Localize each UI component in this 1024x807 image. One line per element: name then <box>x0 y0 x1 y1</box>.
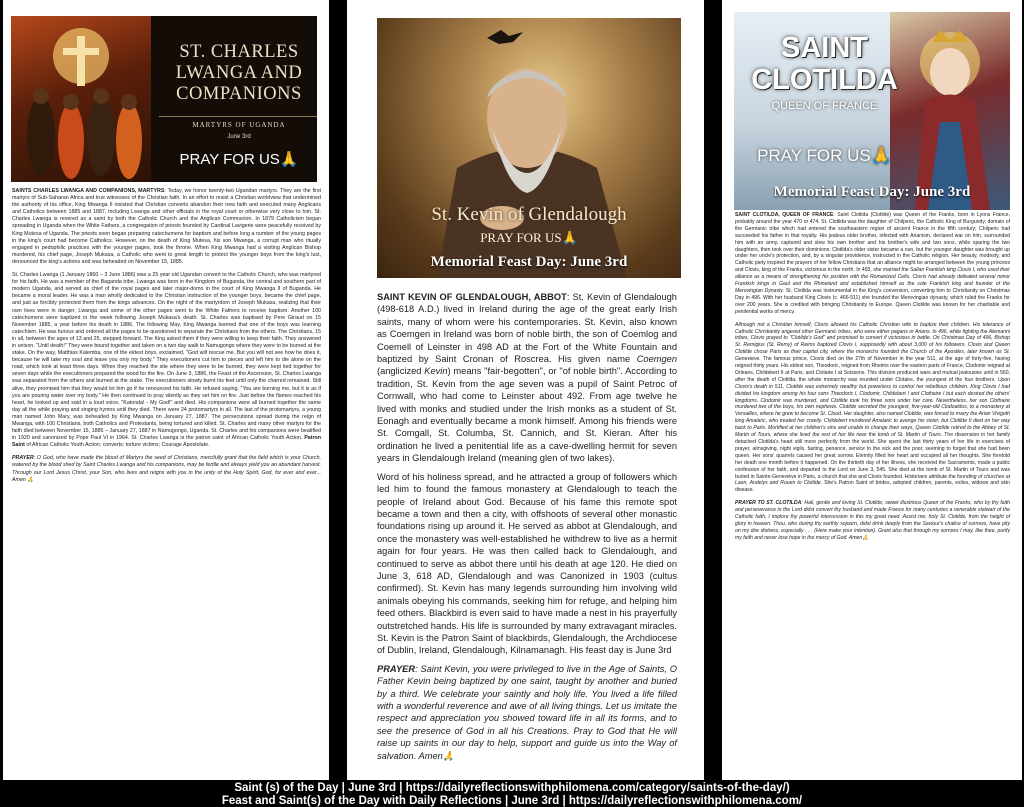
title-line: CLOTILDA <box>751 64 898 96</box>
pray-for-us: PRAY FOR US🙏 <box>757 146 892 165</box>
banner-feast-date: Memorial Feast Day: June 3rd <box>773 184 971 200</box>
paragraph: : Today, we honor twenty-two Ugandan martyrs. They are the first martyrs of Sub-Saharan Africa and true witnesses of the Christian faith. In an effort to resist a Christian worldview that undermined the authority of his office, King Mwanga II insisted that Christian converts abandon their new faith and executed many Anglicans and Catholics between 1885 and 1887, including Lwanga and other officials in the royal court or otherwise very close to him. St. Charles Lwanga is revered as a saint by both the Catholic Church and the Anglican Communion. In 1879 Catholicism began spreading in Uganda when the White Fathers, a congregation of priests founded by Cardinal Lavigerie were peacefully received by King Mutesa of Uganda. The priests soon began preparing catechumens for baptism and before long a number of the young pages in the king's court had become Catholics. However, on the death of King Mutesa, his son Mwanga, a corrupt man who ritually engaged in pedophilic practices with the younger pages, took the throne. When King Mwanga had a visiting Anglican Bishop murdered, his chief page, Joseph Mukasa, a Catholic who went to great length to protect the younger boys from the king's lust, denounced the king's actions and was beheaded on November 15, 1885. <box>12 188 321 265</box>
banner-feast-date: Memorial Feast Day: June 3rd <box>430 254 628 270</box>
italic-term: Coemgen <box>636 354 677 365</box>
paragraph: Word of his holiness spread, and he attracted a group of followers which led him to found the famous monastery at Glendalough to teach the people of Ireland about God. Because of his fame this remote spot became a town and then a city, with offshoots of several other monastic foundations rising up around it. He served as abbot at Glendalough, and once the monastery was well-established he withdrew to live as a hermit again for four years. He was then called back to Glendalough, and continued to serve as abbot there until his death at age 120. He died on June 3, 618 AD, Glendalough and was Canonized in 1903 (cultus confirmed). St. Kevin has many legends surrounding him involving wild animals obeying his commands, seeking him for refuge, and helping him feed others. Blackbird is even said to have made a nest in his prayerfully outstretched hands. His life is surrounded by many extravagant miracles. St. Kevin is the Patron Saint of blackbirds, Glendalough, the Archdiocese of Dublin, Ireland, Glendalough, Kilnamanagh. His feast day is June 3rd <box>377 471 677 656</box>
banner-title: St. Kevin of Glendalough <box>431 204 627 225</box>
article-text <box>12 188 321 490</box>
banner-date: June 3rd <box>227 134 251 140</box>
kevin-banner-image <box>377 18 681 278</box>
banner-title <box>742 32 907 96</box>
prayer-label: PRAYER TO ST. CLOTILDA <box>735 500 802 507</box>
pray-for-us: PRAY FOR US🙏 <box>179 151 299 168</box>
prayer-text: : Hail, gentle and loving St. Clotilde, sweet illustrious Queen of the Franks, who by thy faith and perseverance in the Lord didst convert thy husband and made France for many centuries a venerable stalwart of the Catholic faith, I implore thy powerful intercession in this my great need. Assist me, holy St. Clotilde, from the height of glory in heaven. Thou, who during thy earthly sojourn, didst drink deeply from the Saviour's chalice of sorrows, have pity on my dire distress, especially . . . (Here make your intention). Grant also that through my sorrows I may, like thee, purify my faith and never lose hope in the mercy of God. Amen🙏 <box>735 500 1010 541</box>
banner-title <box>159 42 317 105</box>
title-line: COMPANIONS <box>176 84 302 104</box>
prayer-label: PRAYER <box>377 663 416 674</box>
paragraph: ) means "fair-begotten", or "of noble birth". According to tradition, St. Kevin from the age seven was a pupil of Saint Petroc of Cornwall, who had come to Leinster about 492. From age twelve he lived with monks and studied under the Irish monks as a student of St. Eonagh and eventually became a monk himself. Among his friends were St. Comgall, St. Columba, St. Cannich, and St. Kieran. After his ordination he lived a penitential life as a cave-dwelling hermit for seven years in Glendalough Ireland (meaning glen of two lakes). <box>377 366 678 464</box>
saint-clotilda-panel <box>722 0 1022 780</box>
paragraph: The dissension in her family detached Clotilda's heart still more perfectly from the world. She spent the last thirty years of her life in exercises of prayer, almsgiving, night vigils, fasting, penance, service to the sick and the poor, seeming to forget that she had been queen. Her sons' quarrels caused her great sorrow. Eternity filled her heart and occupied all her thoughts. She foretold her death one month before it happened. On the thirtieth day of her illness, she received the Sacraments, made a public confession of her faith, and departed to the Lord on June 3, 545. She died at the tomb of St. Martin of Tours and was buried in Sainte-Geneviève in Paris, a church that she and Clovis founded. <box>735 432 1010 480</box>
prayer-text: : Saint Kevin, you were privileged to live in the Age of Saints, O Father Kevin being baptized by one saint, taught by another and buried by a third. We celebrate your saintly and holy life. You lived a life filled with a wonderful reverence and awe of all living things. Let us imitate the respect and appreciation you showed toward life in all its forms, and to see the presence of God in all his Creations. Pray to God that He will raise up saints in our day to help, support and guide us into the Way of salvation. Amen🙏 <box>377 663 677 761</box>
caption-line: Saint (s) of the Day | June 3rd | https://dailyreflectionswithphilomena.com/category/saints-of-the-day/) <box>234 782 790 794</box>
paragraph: St. Clotilda was instrumental in the King's conversion, converting him to Christianity on Christmas Day in 496. With her husband King Clovis (c. 466-511) she founded the Merovingian dynasty, which ruled the Franks for over 200 years. She is credited with bringing Christianity to Europe. Queen Clotilde was known for her charitable and penitential works of mercy. <box>735 287 1010 315</box>
blackbird-icon <box>487 30 523 44</box>
article-text <box>735 212 1010 548</box>
martyrs-illustration <box>11 16 151 182</box>
article-heading: SAINTS CHARLES LWANGA AND COMPANIONS, MARTYRS <box>12 188 165 194</box>
saint-clotilda-illustration <box>890 12 1010 210</box>
title-line: ST. CHARLES <box>179 42 299 62</box>
patron-label: Patron Saint <box>12 435 321 449</box>
italic-passage: Although not a Christian himself, Clovis allowed his Catholic Christian wife to baptize their children. His tolerance of Catholic Christianity angered other Germanic tribes, who were either pagans or Arians. In 496, while fighting the Alemanni tribes, Clovis prayed to "Clotilde's God" and promised to convert if victorious in battle. On Christmas Day of 496, Bishop St. Remigius (St. Remy) of Reims baptized Clovis I, supposedly with about 3,000 of his followers. Clovis and Queen Clotilde chose Paris as their capital city, where the monarchs founded the Church of the Apostles, later known as St. Genevieve. <box>735 321 1010 363</box>
prayer-label: PRAYER <box>12 455 34 462</box>
paragraph: : Saint Clotilda (Clotilde) was Queen of the Franks, born in Lyons France, probably around the year 470 or 474. St. Clotilda was the daughter of Chilperic, the Catholic King of Burgundy, domain of the Germanic tribe which had entered the southeastern region of ancient France in the fifth century; Chilperic had succeeded his father in that royalty. His jealous older brother, infected with Arianism, declared war on him, surrounded him with an army, captured and slew his own brother and his brother's wife and two sons, while sparing the two daughters, then took over their dominions. Clotilda's older sister became a nun, but the younger daughter was brought up under her uncle's protection, and, by a singular providence, instructed in the Catholic religion. Her beauty, modesty, and Catholic piety inspired the prayers of her fellow Christians that an alliance might be arranged between the young princess and Clovis, king of the Franks, victorious in the north. In 493, <box>735 212 1010 274</box>
title-line: LWANGA AND <box>175 63 303 83</box>
clotilda-banner-image <box>734 12 1010 210</box>
italic-passage: she married the Salian Frankish king Clovis I, who used their alliance as a means of strengthening his position with the Romanized Celts. Clovis had already defeated several minor Frankish kings in Gaul and the Rhineland and established himself as the sole Frankish king and founder of the Merovingian Dynasty. <box>735 267 1010 294</box>
paragraph: : St. Kevin of Glendalough (498-618 A.D.) lived in Ireland during the age of the great early Irish saints, many of whom were his contemporaries. St. Kevin, also known as Coemgen in Ireland was born of noble birth, the son of Coemlog and Coemell of Leinster in 498 AD at the Fort of the White Fountain and baptized by Saint Cronan of Roscrea. His given name <box>377 292 677 365</box>
charles-lwanga-banner-image <box>11 16 317 182</box>
italic-passage: Historians attribute the founding of churches at Laon, Andelys and Rouen to Clotilde. <box>735 473 1010 487</box>
article-heading: SAINT KEVIN OF GLENDALOUGH, ABBOT <box>377 292 567 302</box>
queen-portrait <box>890 12 1010 210</box>
saint-charles-lwanga-panel <box>3 0 329 780</box>
caption-line: Feast and Saint(s) of the Day with Daily Reflections | June 3rd | https://dailyreflectionswithphilomena.com/ <box>221 795 803 807</box>
article-heading: SAINT CLOTILDA, QUEEN OF FRANCE <box>735 212 834 218</box>
martyrs-artwork <box>11 16 151 182</box>
italic-term: Kevin <box>424 366 448 377</box>
pray-for-us: PRAY FOR US🙏 <box>480 230 578 245</box>
paragraph: (anglicized <box>377 366 425 377</box>
paragraph: She's Patron Saint of brides, adopted children, parents, exiles, widows and skin disease. <box>735 480 1010 494</box>
article-text <box>377 291 677 768</box>
paragraph: The famous prince, Clovis died on the 27th of November in the year 511, at the age of forty-five, having reigned thirty years. His eldest son, Theodoric, reigned from Rheims over the eastern parts of France, Clodomir reigned at Orleans, Childebert II at Paris, and Clotaire I at Soissons. This division produced wars and mutual jealousies until in 560, after the death of Clotilda, the whole monarchy was reunited under Clotaire, the youngest of the four brothers. <box>735 356 1010 383</box>
paragraph: St. Charles Lwanga (1 January 1860 – 3 June 1886) was a 25 year old Ugandan convert to the Catholic Church, who was martyred for his faith. He was a member of the Baganda tribe, Lwanga was born in the Kingdom of Buganda, the central and southern part of modern Uganda, and served as chief of the royal pages and later major-domo in the court of King Mwanga II of Buganda. He became a moral leader. He was a man wholly dedicated to the Christian instruction of the younger boys, became the chief page, and just as forcibly protected them from the kings advances. On the night of the martyrdom of Joseph Mukasa, realizing that their own lives were in danger, Lwanga and some of the other pages went to the White Fathers to receive baptism. Another 100 catechumens were baptized in the week following Joseph Mukasa's death. St. Charles was baptised by Pere Giraud on 15 November 1885, a year before his death in 1886. The following May, King Mwanga learned that one of the boys was learning catechism. He was furious and ordered all the pages to be questioned to separate the Christians from the others. The Christians, 15 in all, between the ages of 13 and 25, stepped forward. The King asked them if they were willing to keep their faith. They answered in unison, "Until death!" They were bound together and taken on a two day walk to Namugongo where they were to be burned at the stake. On the way, Matthias Kalemba, one of the eldest boys, exclaimed, "God will rescue me. But you will not see how he does it, because he will take my soul and leave you only my body." They executioners cut him to pieces and left him to die alone on the road, which took at least three days. When they reached the site where they were to be burned, they were kept tied together for seven days while the executioners prepared the wood for the fire. On June 3, 1886, the Feast of the Ascension, St. Charles Lwanga was separated from the others and burned at the stake. The executioners slowly burnt his feet until only the charred remained. Still alive, they promised him that they would let him go if he renounced his faith. He refused saying, "You are burning me, but it is as if you are pouring water over my body." He then continued to pray silently as they set him on fire. Just before the flames reached his heart, he looked up and said in a loud voice, "Katonda! - My God!" and died. His companions were all burned together the same day all the while praying and singing hymns until they died. There were 24 protomartyrs in all. The last of the protomartyrs, a young man named John Mary, was beheaded by King Mwanga on January 27, 1887. The persecutions spread during the reign of Mwanga, with 100 Christians, both Catholics and Protestants, being tortured and killed. St. Charles and many other martyrs for the faith died between November 15, 1885 – January 27, 1887 in Namugongo, Uganda. St. Charles and his companions were beatified in 1920 and canonized by Pope Paul VI in 1964. St. Charles Lwanga is the patron saint of African Catholic Youth Action. <box>12 272 321 442</box>
banner-subtitle: MARTYRS OF UGANDA <box>159 116 317 129</box>
title-line: SAINT <box>781 32 868 64</box>
patron-text: of African Catholic Youth Action; converts; torture victims; Courage Apostolate. <box>24 442 210 449</box>
prayer-text: : O God, who have made the blood of Martyrs the seed of Christians, mercifully grant that the field which is your Church, watered by the blood shed by Saint Charles Lwanga and his companions, may be fertile and always yield you an abundant harvest. Through our Lord Jesus Christ, your Son, who lives and reigns with you in the unity of the Holy Spirit, God, for ever and ever... Amen 🙏 <box>12 455 321 483</box>
italic-passage: Upon Clovis's death in 511, Clotilde was extremely wealthy but powerless to control her rebellious children. King Clovis I had divided his kingdom among his four sons Theodoric I, Clodomir, Childebert I and Clothaire I but each desired the others' kingdoms. Clodomir was murdered, and Clotilde took his three sons under her care. Nevertheless, her son Clothaire murdered two of the boys, his own nephews. Clotilde secreted the youngest, five-year-old Clodoaldus, to a monastery at Versailles, where he grew to become St. Cloud. Her daughter, also named Clotilde, was forced to marry the Arian Visigoth king Amalaric, who treated her cruelly. Childebert murdered Amalaric to avenge his sister, but Clotilde II died on her way back to Paris. Mortified at her children's sins and unable to change their ways, Queen Clotilde retired to the Abbey of St. Martin of Tours, where she lived the rest of her life near the tomb of St. Martin of Tours. <box>735 376 1010 439</box>
banner-subtitle: QUEEN OF FRANCE <box>771 100 878 112</box>
saint-kevin-panel <box>347 0 704 780</box>
